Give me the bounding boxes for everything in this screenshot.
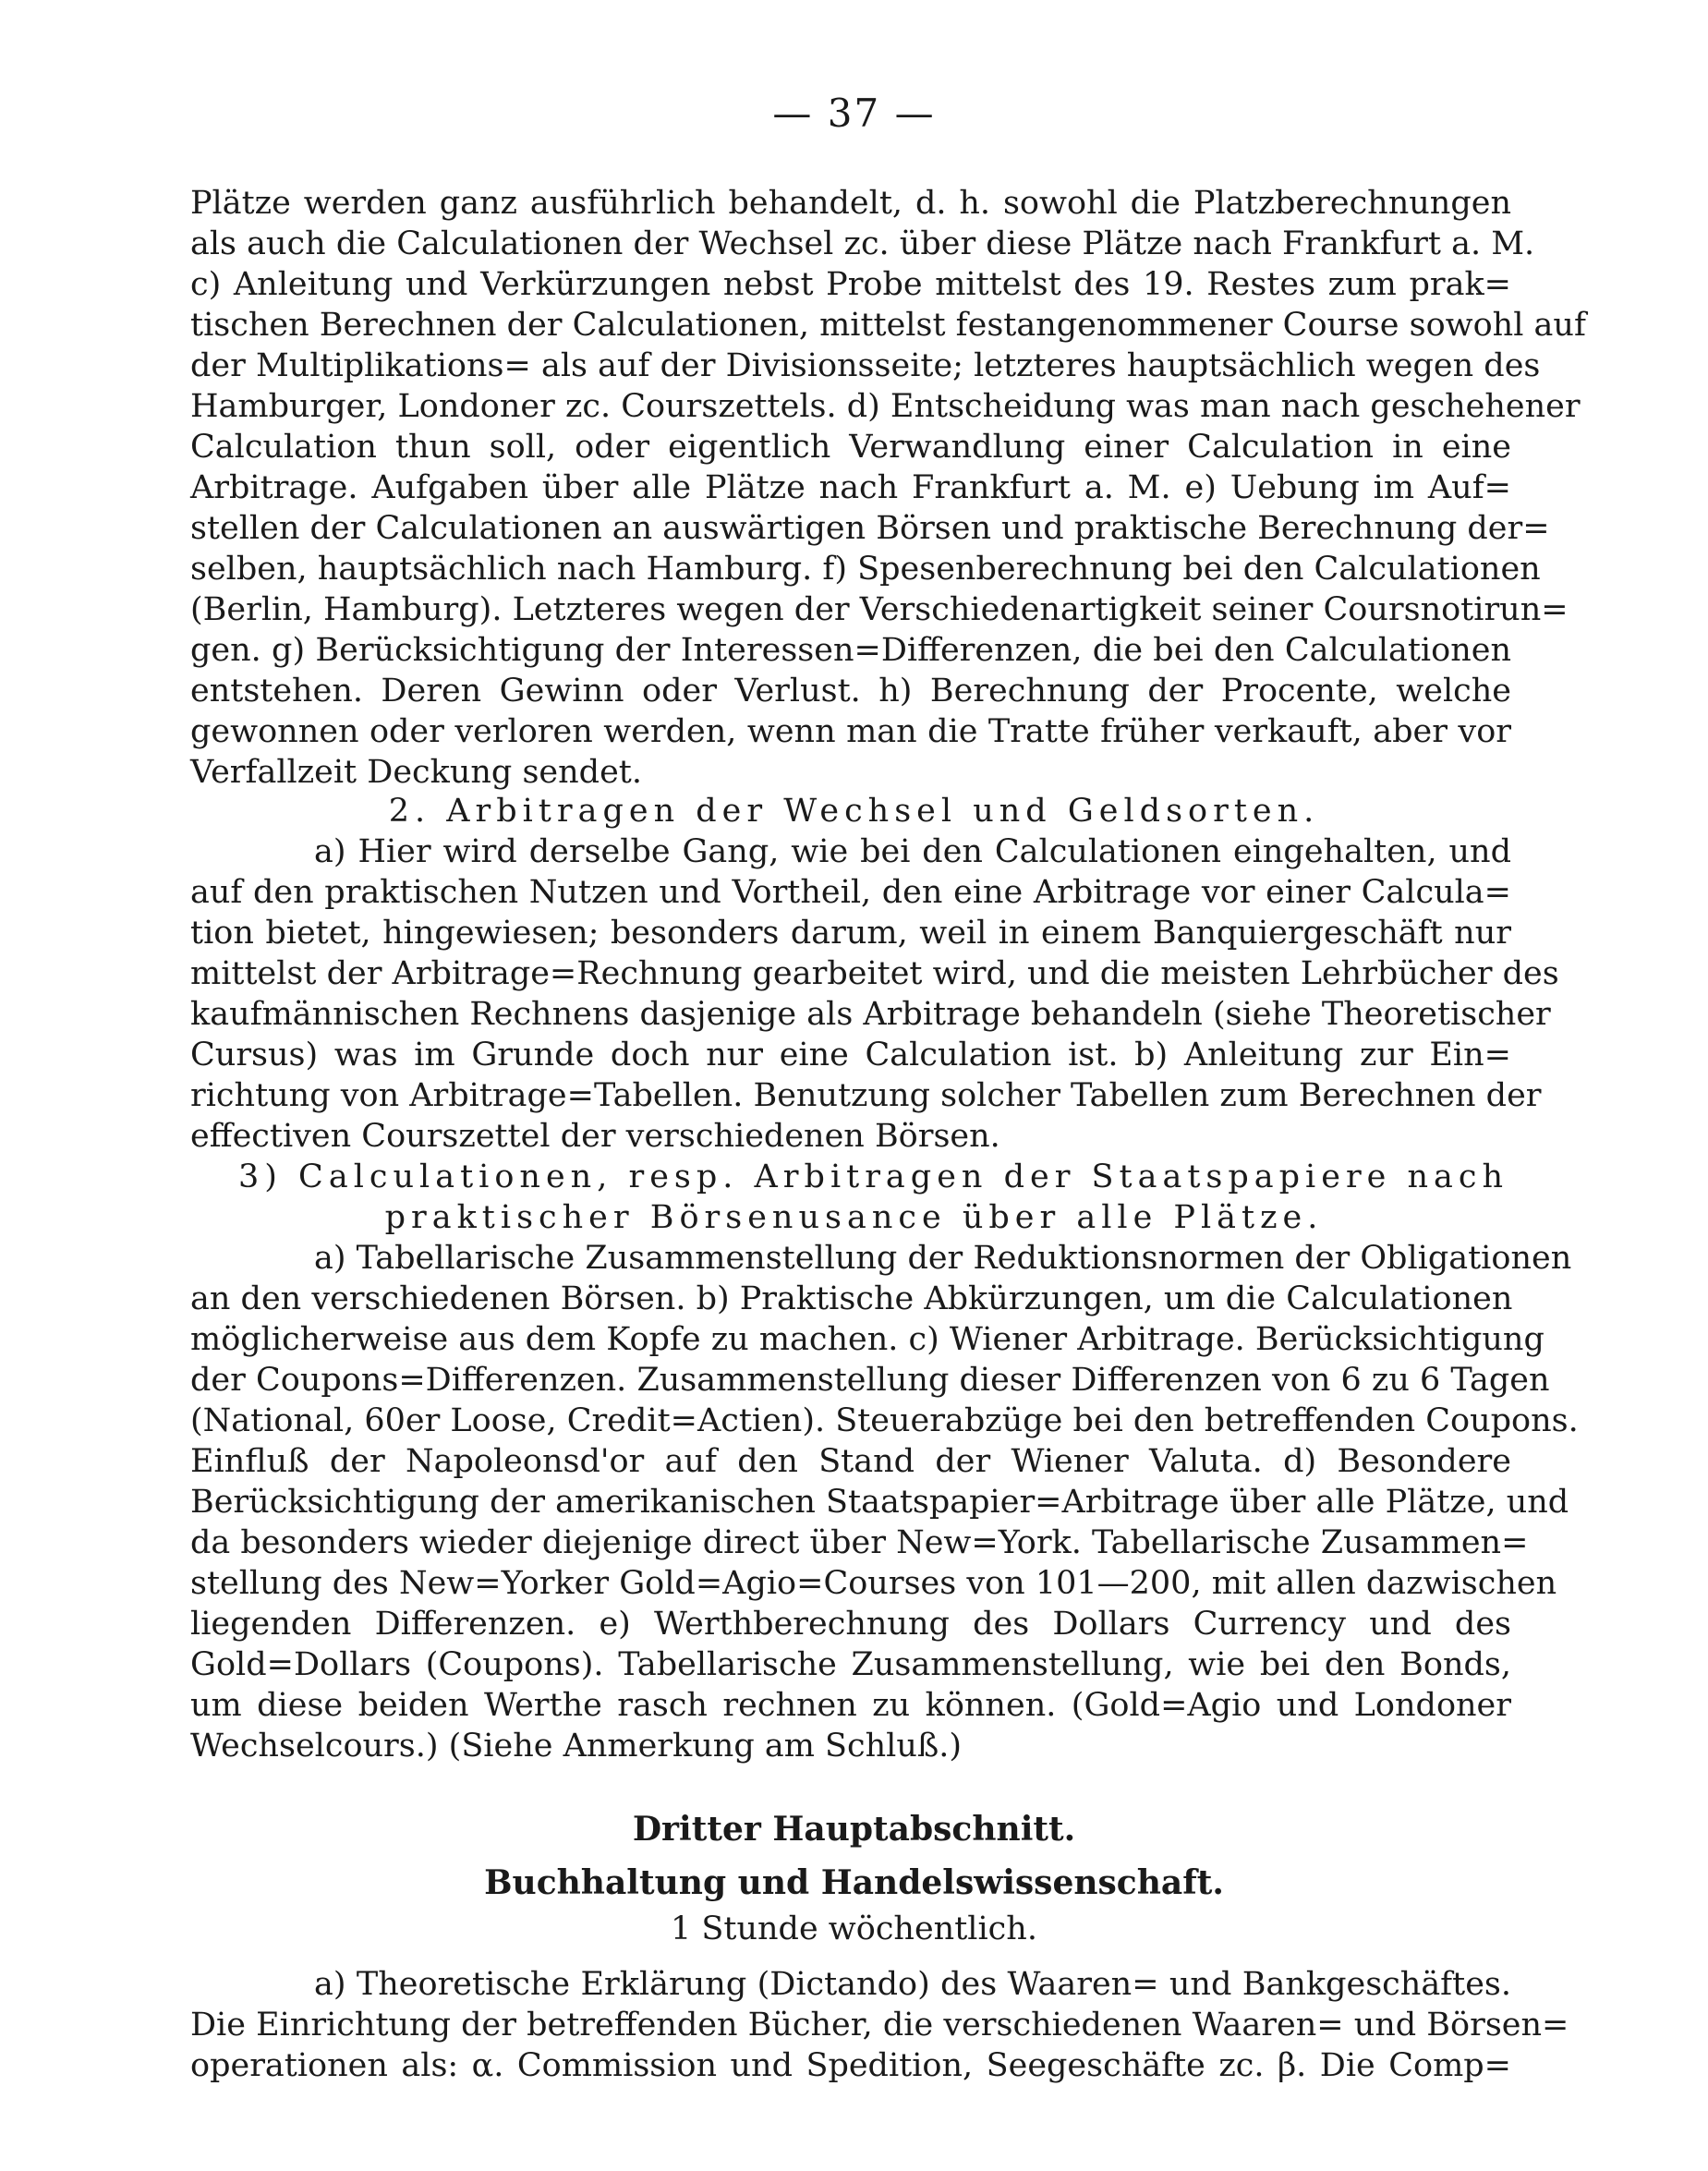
text-line: der Coupons=Differenzen. Zusammenstellung dieser Differenzen von 6 zu 6 Tagen [190, 1362, 1550, 1399]
text-line: gewonnen oder verloren werden, wenn man die Tratte früher verkauft, aber vor [190, 713, 1511, 750]
text-line: tion bietet, hingewiesen; besonders darum, weil in einem Banquiergeschäft nur [190, 915, 1511, 952]
text-line: auf den praktischen Nutzen und Vortheil, den eine Arbitrage vor einer Calcula= [190, 874, 1511, 911]
text-line: Einfluß der Napoleonsd'or auf den Stand der Wiener Valuta. d) Besondere [190, 1443, 1511, 1480]
text-line: mittelst der Arbitrage=Rechnung gearbeitet wird, und die meisten Lehrbücher des [190, 955, 1559, 992]
text-line: effectiven Courszettel der verschiedenen Börsen. [190, 1118, 1000, 1155]
page-number: — 37 — [772, 91, 936, 136]
text-line: liegenden Differenzen. e) Werthberechnung des Dollars Currency und des [190, 1606, 1511, 1643]
text-line: a) Theoretische Erklärung (Dictando) des Waaren= und Bankgeschäftes. [314, 1966, 1511, 2003]
text-line: stellen der Calculationen an auswärtigen Börsen und praktische Berechnung der= [190, 510, 1550, 547]
text-line: Wechselcours.) (Siehe Anmerkung am Schluß.) [190, 1728, 963, 1765]
text-line: Gold=Dollars (Coupons). Tabellarische Zusammenstellung, wie bei den Bonds, [190, 1646, 1511, 1683]
text-line: Plätze werden ganz ausführlich behandelt, d. h. sowohl die Platzberechnungen [190, 185, 1511, 222]
text-line: operationen als: α. Commission und Spedition, Seegeschäfte zc. β. Die Comp= [190, 2047, 1511, 2084]
text-line: Calculation thun soll, oder eigentlich Verwandlung einer Calculation in eine [190, 429, 1511, 466]
text-line: gen. g) Berücksichtigung der Interessen=Differenzen, die bei den Calculationen [190, 632, 1511, 669]
text-line: entstehen. Deren Gewinn oder Verlust. h) Berechnung der Procente, welche [190, 673, 1511, 710]
text-line: c) Anleitung und Verkürzungen nebst Probe mittelst des 19. Restes zum prak= [190, 266, 1511, 303]
text-line: tischen Berechnen der Calculationen, mittelst festangenommener Course sowohl auf [190, 307, 1586, 344]
text-line: richtung von Arbitrage=Tabellen. Benutzung solcher Tabellen zum Berechnen der [190, 1077, 1542, 1114]
text-line: a) Hier wird derselbe Gang, wie bei den Calculationen eingehalten, und [314, 833, 1511, 870]
text-line: Cursus) was im Grunde doch nur eine Calculation ist. b) Anleitung zur Ein= [190, 1037, 1511, 1073]
text-line: (National, 60er Loose, Credit=Actien). Steuerabzüge bei den betreffenden Coupons. [190, 1402, 1579, 1439]
text-line: möglicherweise aus dem Kopfe zu machen. c) Wiener Arbitrage. Berücksichtigung [190, 1321, 1544, 1358]
text-line: Arbitrage. Aufgaben über alle Plätze nach Frankfurt a. M. e) Uebung im Auf= [190, 469, 1511, 506]
text-line: an den verschiedenen Börsen. b) Praktische Abkürzungen, um die Calculationen [190, 1280, 1513, 1317]
text-line: kaufmännischen Rechnens dasjenige als Arbitrage behandeln (siehe Theoretischer [190, 996, 1551, 1033]
section-heading: 2. Arbitragen der Wechsel und Geldsorten. [388, 793, 1320, 830]
text-line: a) Tabellarische Zusammenstellung der Reduktionsnormen der Obligationen [314, 1240, 1572, 1277]
text-line: (Berlin, Hamburg). Letzteres wegen der Verschiedenartigkeit seiner Coursnotirun= [190, 591, 1569, 628]
text-line: als auch die Calculationen der Wechsel zc. über diese Plätze nach Frankfurt a. M. [190, 225, 1535, 262]
text-line: der Multiplikations= als auf der Divisionsseite; letzteres hauptsächlich wegen des [190, 347, 1541, 384]
text-line: Hamburger, Londoner zc. Courszettels. d) Entscheidung was man nach geschehener [190, 388, 1581, 425]
chapter-subheading: Buchhaltung und Handelswissenschaft. [484, 1863, 1224, 1902]
text-line: Die Einrichtung der betreffenden Bücher, die verschiedenen Waaren= und Börsen= [190, 2007, 1569, 2044]
chapter-heading: Dritter Hauptabschnitt. [632, 1810, 1076, 1849]
text-line: um diese beiden Werthe rasch rechnen zu können. (Gold=Agio und Londoner [190, 1687, 1511, 1724]
text-line: stellung des New=Yorker Gold=Agio=Courses von 101—200, mit allen dazwischen [190, 1565, 1557, 1602]
section-heading: 3) Calculationen, resp. Arbitragen der Staatspapiere nach [238, 1158, 1509, 1195]
text-line: Berücksichtigung der amerikanischen Staatspapier=Arbitrage über alle Plätze, und [190, 1484, 1569, 1521]
schedule-note: 1 Stunde wöchentlich. [671, 1910, 1037, 1947]
text-line: da besonders wieder diejenige direct über New=York. Tabellarische Zusammen= [190, 1524, 1529, 1561]
text-line: selben, hauptsächlich nach Hamburg. f) Spesenberechnung bei den Calculationen [190, 551, 1541, 588]
section-heading: praktischer Börsenusance über alle Plätze. [384, 1199, 1324, 1236]
text-line: Verfallzeit Deckung sendet. [190, 754, 642, 791]
